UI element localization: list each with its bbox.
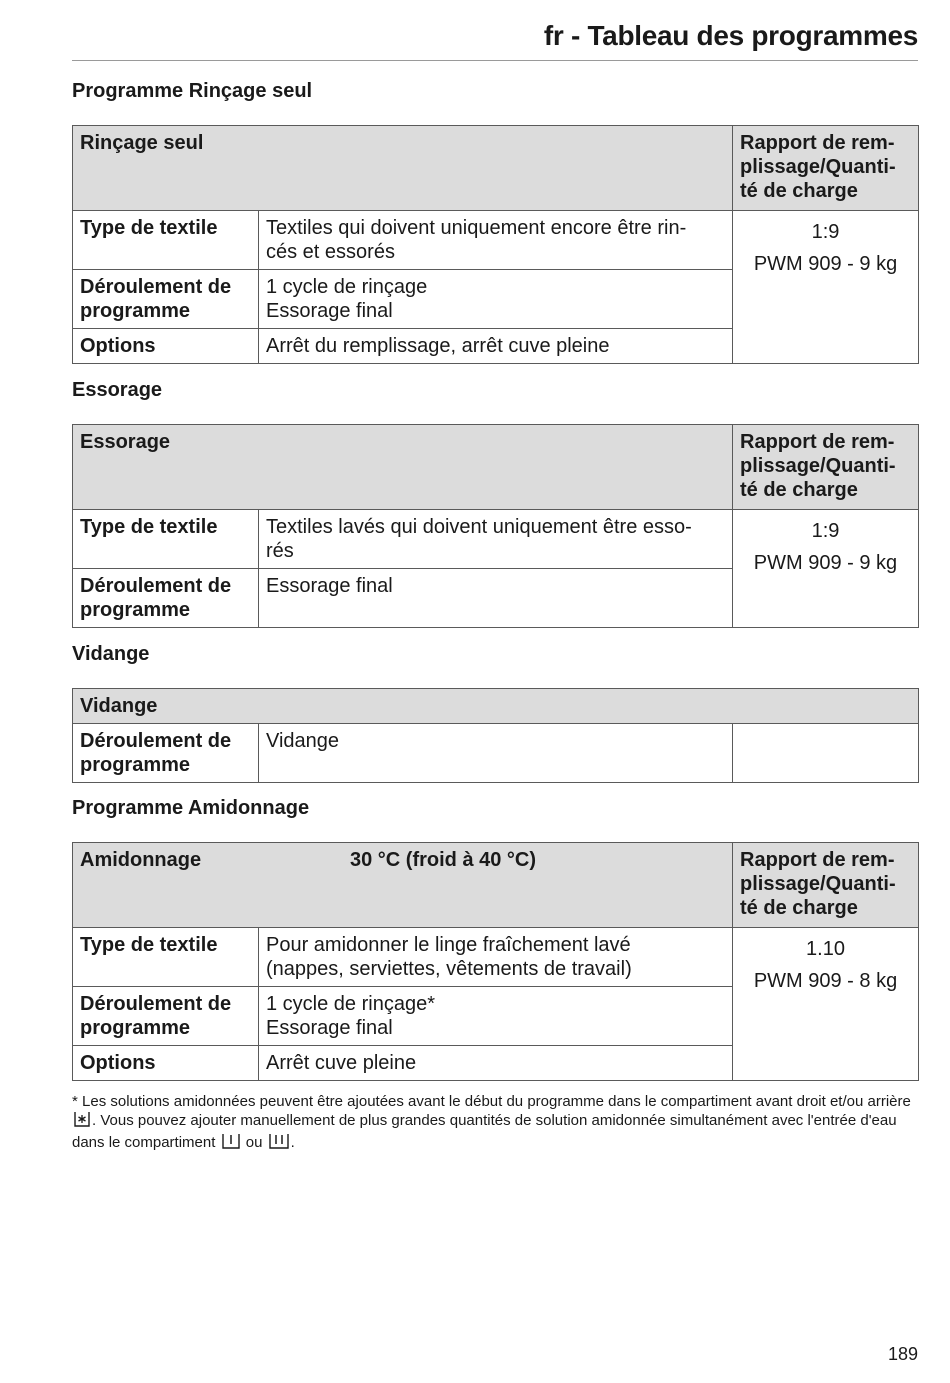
row-value: Vidange <box>259 724 733 783</box>
ratio-cell <box>733 211 919 364</box>
row-label: Type de textile <box>73 510 259 569</box>
ratio-value: 1:9 <box>811 221 840 243</box>
row-label: Déroulement de programme <box>73 569 259 628</box>
table-rincage-seul <box>72 125 919 364</box>
table-row <box>73 928 919 987</box>
ratio-header: Rapport de rem- plissage/Quanti- té de charge <box>733 126 919 211</box>
row-value: Pour amidonner le linge fraîchement lavé (nappes, serviettes, vêtements de travail) <box>259 928 733 987</box>
machine-model: PWM 909 - 9 kg <box>753 552 898 574</box>
footnote-text: * Les solutions amidonnées peuvent être ajoutées avant le début du programme dans le compartiment avant droit et/ou arrière <box>72 1093 911 1110</box>
section-heading-essorage: Essorage <box>72 379 163 401</box>
table-essorage <box>72 424 919 628</box>
table-title: Essorage <box>73 425 733 510</box>
ratio-value: 1:9 <box>811 520 840 542</box>
row-label: Type de textile <box>73 928 259 987</box>
row-label: Déroulement de programme <box>73 724 259 783</box>
row-value: Arrêt du remplissage, arrêt cuve pleine <box>259 329 733 364</box>
table-header-row <box>73 126 919 211</box>
table-row <box>73 510 919 569</box>
footnote <box>72 1092 918 1155</box>
empty-cell <box>733 724 919 783</box>
footnote-text: . Vous pouvez ajouter manuellement de plus grandes quantités de solution amidonnée simultanément avec l'entrée d'eau dans le compartiment <box>72 1112 897 1151</box>
row-value: Textiles qui doivent uniquement encore être rin- cés et essorés <box>259 211 733 270</box>
section-heading-amidonnage: Programme Amidonnage <box>72 797 310 819</box>
row-label: Type de textile <box>73 211 259 270</box>
ratio-cell <box>733 928 919 1081</box>
row-label: Options <box>73 1046 259 1081</box>
machine-model: PWM 909 - 8 kg <box>753 970 898 992</box>
section-heading-rincage: Programme Rinçage seul <box>72 80 313 102</box>
table-row <box>73 211 919 270</box>
page-title: fr - Tableau des programmes <box>543 20 918 51</box>
header-divider <box>72 60 918 61</box>
prewash-compartment-icon <box>221 1133 241 1155</box>
starch-compartment-icon <box>73 1111 91 1133</box>
ratio-value: 1.10 <box>806 938 845 960</box>
ratio-header: Rapport de rem- plissage/Quanti- té de charge <box>733 425 919 510</box>
table-header-row <box>73 425 919 510</box>
ratio-cell <box>733 510 919 628</box>
ratio-header: Rapport de rem- plissage/Quanti- té de charge <box>733 843 919 928</box>
row-value: 1 cycle de rinçage Essorage final <box>259 270 733 329</box>
footnote-text: . <box>290 1134 295 1151</box>
footnote-text: ou <box>245 1134 263 1151</box>
temperature-range: 30 °C (froid à 40 °C) <box>350 849 537 871</box>
table-title: Vidange <box>73 689 919 724</box>
table-vidange <box>72 688 919 783</box>
table-header-row <box>73 843 919 928</box>
main-wash-compartment-icon <box>268 1133 290 1155</box>
machine-model: PWM 909 - 9 kg <box>753 253 898 275</box>
page-number: 189 <box>887 1344 918 1364</box>
table-header-row <box>73 689 919 724</box>
section-heading-vidange: Vidange <box>72 643 150 665</box>
table-title: Amidonnage <box>80 849 202 871</box>
table-row <box>73 724 919 783</box>
row-value: Essorage final <box>259 569 733 628</box>
row-label: Déroulement de programme <box>73 987 259 1046</box>
row-value: Textiles lavés qui doivent uniquement être esso- rés <box>259 510 733 569</box>
table-amidonnage <box>72 842 919 1081</box>
row-value: Arrêt cuve pleine <box>259 1046 733 1081</box>
table-title-cell <box>73 843 733 928</box>
row-value: 1 cycle de rinçage* Essorage final <box>259 987 733 1046</box>
table-title: Rinçage seul <box>73 126 733 211</box>
row-label: Déroulement de programme <box>73 270 259 329</box>
row-label: Options <box>73 329 259 364</box>
